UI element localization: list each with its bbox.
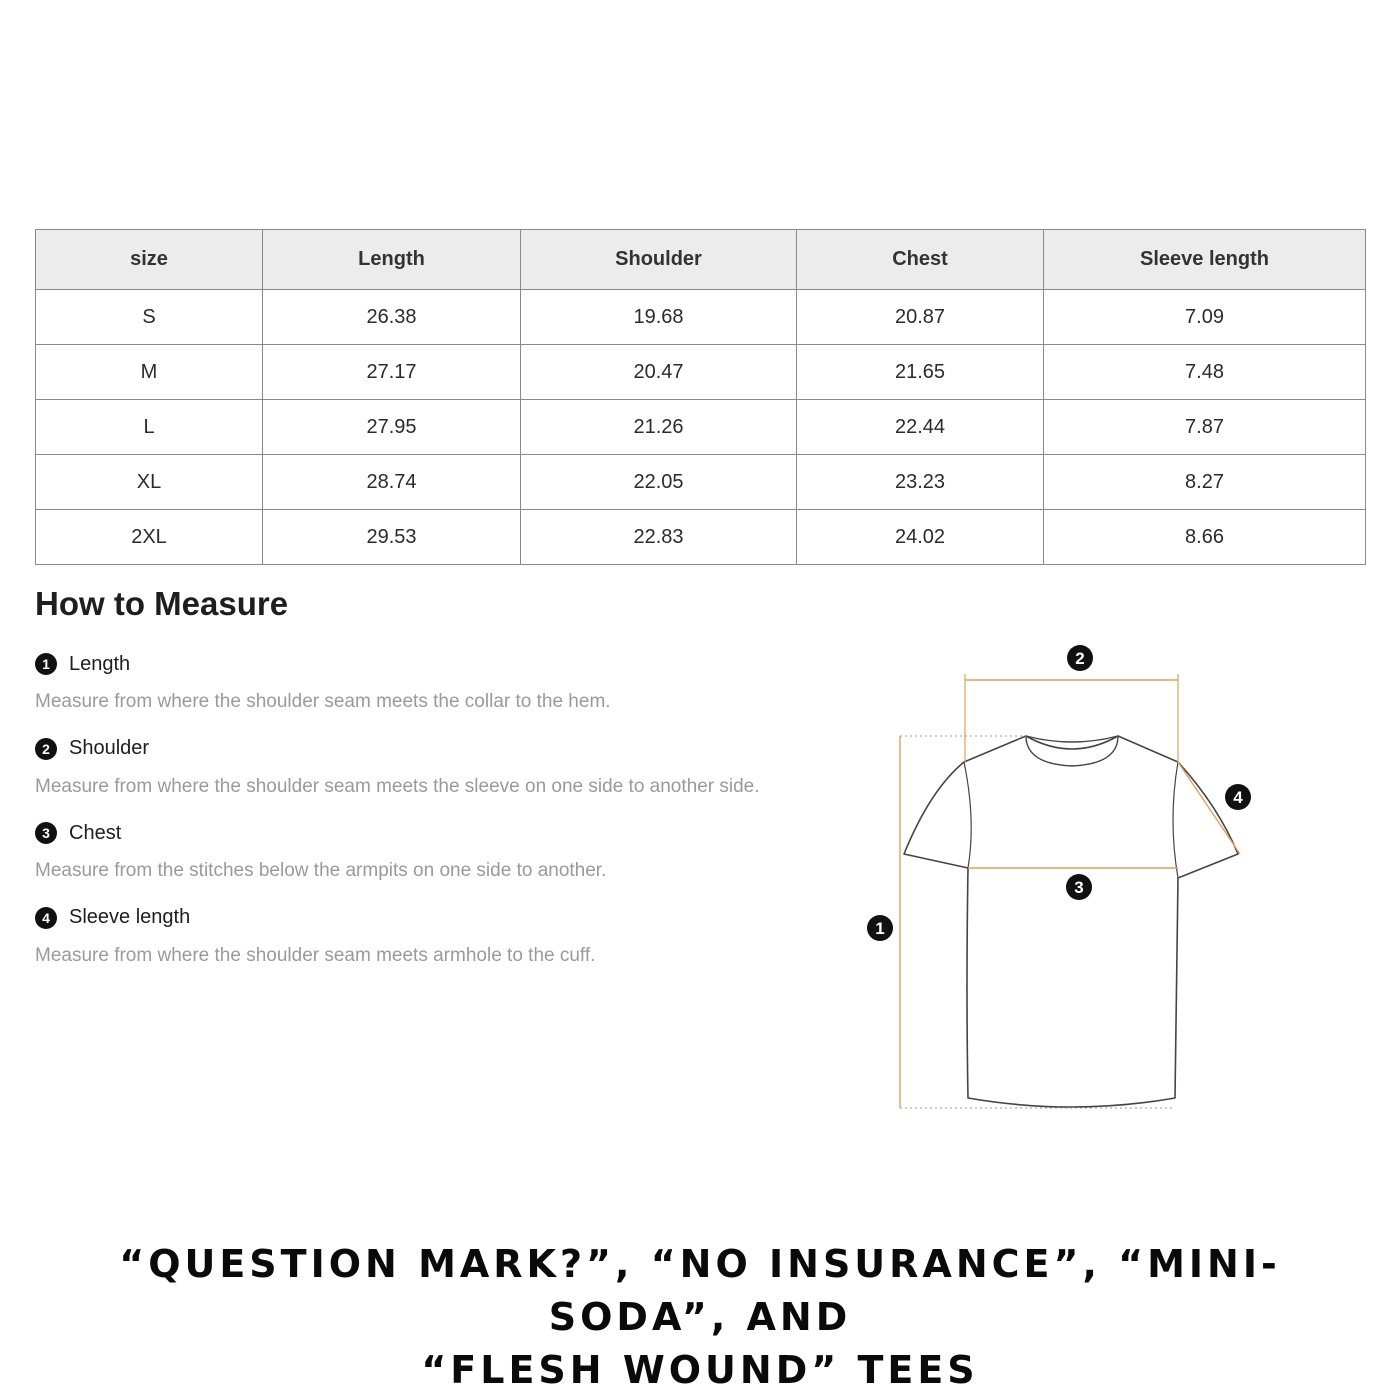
cell-sleeve-length: 7.09 [1044,290,1366,345]
measure-description: Measure from where the shoulder seam meets the sleeve on one side to another side. [35,775,760,797]
cell-length: 27.95 [263,400,521,455]
table-row [36,455,1366,510]
cell-sleeve-length: 7.48 [1044,345,1366,400]
cell-length: 27.17 [263,345,521,400]
cell-chest: 24.02 [797,510,1044,565]
measure-item-sleeve-length [35,902,855,987]
number-3-icon: 3 [35,822,57,844]
svg-text:2: 2 [1075,649,1085,668]
cell-chest: 21.65 [797,345,1044,400]
measure-description: Measure from where the shoulder seam meets armhole to the cuff. [35,944,596,966]
cell-sleeve-length: 8.66 [1044,510,1366,565]
header-size: size [36,230,263,290]
cell-shoulder: 20.47 [521,345,797,400]
table-row [36,510,1366,565]
cell-shoulder: 21.26 [521,400,797,455]
cell-size: 2XL [36,510,263,565]
marker-2 [1067,645,1093,671]
svg-text:4: 4 [1233,788,1243,807]
tshirt-collar [1026,736,1118,766]
header-length: Length [263,230,521,290]
header-sleeve-length: Sleeve length [1044,230,1366,290]
cell-shoulder: 22.05 [521,455,797,510]
cell-length: 28.74 [263,455,521,510]
section-title: How to Measure [35,585,289,622]
cell-size: L [36,400,263,455]
cell-length: 26.38 [263,290,521,345]
measure-description: Measure from where the shoulder seam meets the collar to the hem. [35,691,611,712]
svg-text:1: 1 [875,919,885,938]
tshirt-left-armhole [964,762,971,868]
caption-line-1: “QUESTION MARK?”, “NO INSURANCE”, “MINI-SODA”, AND [119,1242,1281,1339]
measure-item-chest [35,817,855,902]
tshirt-right-armhole [1173,762,1178,878]
number-4-icon: 4 [35,907,57,929]
measure-name: Chest [69,821,122,844]
measure-name: Shoulder [69,737,150,759]
cell-size: M [36,345,263,400]
cell-shoulder: 19.68 [521,290,797,345]
measure-item-length [35,648,855,733]
table-row [36,290,1366,345]
sleeve-guide [1178,762,1240,854]
number-2-icon: 2 [35,738,57,760]
cell-length: 29.53 [263,510,521,565]
tshirt-measurement-diagram [840,630,1280,1130]
marker-4 [1225,784,1251,810]
product-caption [30,1238,1370,1397]
measure-description: Measure from the stitches below the armpits on one side to another. [35,860,607,881]
number-1-icon: 1 [35,653,57,675]
length-guide [900,736,1175,1108]
cell-chest: 20.87 [797,290,1044,345]
svg-text:3: 3 [1074,878,1084,897]
cell-size: S [36,290,263,345]
header-shoulder: Shoulder [521,230,797,290]
measure-instructions [35,648,855,986]
table-row [36,400,1366,455]
size-chart-table [35,229,1366,565]
cell-sleeve-length: 8.27 [1044,455,1366,510]
cell-sleeve-length: 7.87 [1044,400,1366,455]
cell-chest: 22.44 [797,400,1044,455]
caption-line-2: “FLESH WOUND” TEES [421,1348,979,1392]
marker-3 [1066,874,1092,900]
marker-1 [867,915,893,941]
table-header-row [36,230,1366,290]
cell-chest: 23.23 [797,455,1044,510]
measure-item-shoulder [35,733,855,818]
header-chest: Chest [797,230,1044,290]
cell-size: XL [36,455,263,510]
tshirt-outline [904,736,1238,1107]
cell-shoulder: 22.83 [521,510,797,565]
measure-name: Sleeve length [69,906,191,928]
table-row [36,345,1366,400]
measure-name: Length [69,652,131,675]
